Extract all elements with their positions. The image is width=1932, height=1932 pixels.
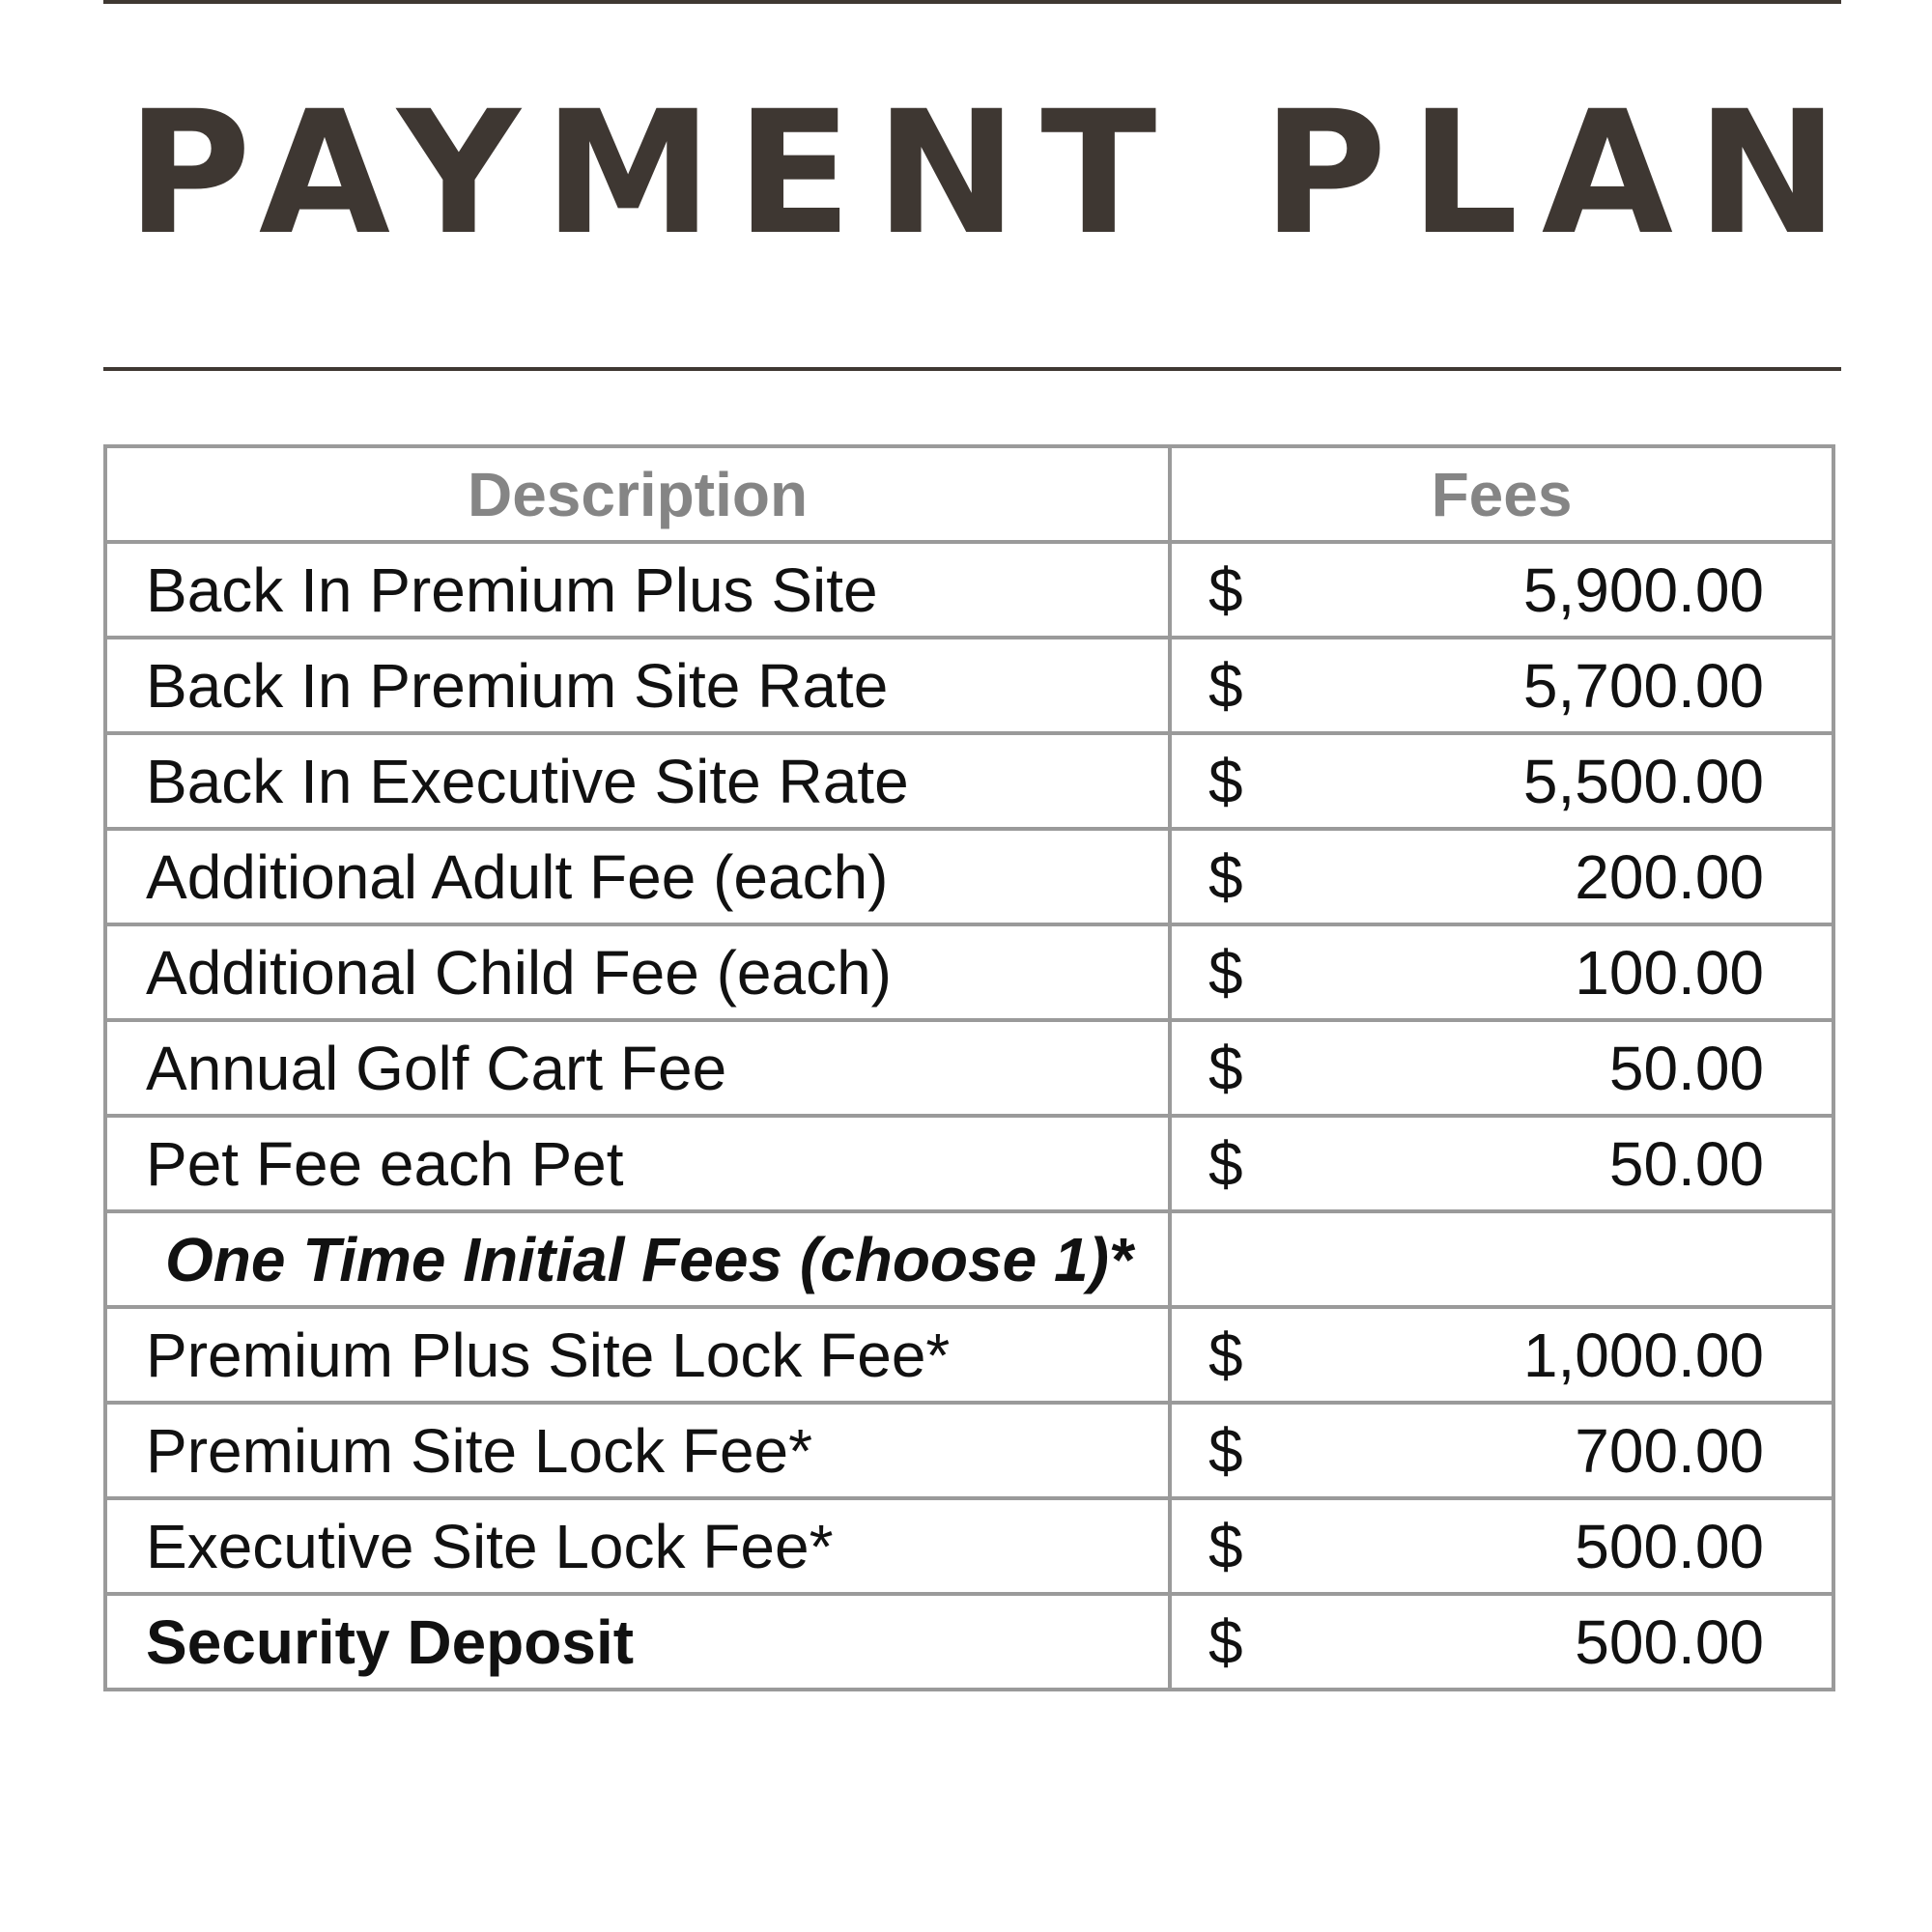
section-header-row [105,1211,1833,1307]
fee-amount: 200.00 [1575,841,1764,912]
table-row [105,542,1833,638]
fee-amount-cell [1170,638,1833,733]
currency-symbol: $ [1208,841,1243,912]
fee-amount: 700.00 [1575,1415,1764,1486]
fee-amount-cell [1170,924,1833,1020]
fee-amount-cell [1170,1211,1833,1307]
fee-amount: 5,700.00 [1522,650,1764,721]
currency-symbol: $ [1208,1415,1243,1486]
fee-amount-cell [1170,1020,1833,1116]
fee-description: Premium Plus Site Lock Fee* [105,1307,1170,1403]
fee-description: Back In Premium Plus Site [105,542,1170,638]
currency-symbol: $ [1208,937,1243,1008]
fee-description: Annual Golf Cart Fee [105,1020,1170,1116]
currency-symbol: $ [1208,746,1243,816]
fee-amount: 5,500.00 [1522,746,1764,816]
fee-amount-cell [1170,1307,1833,1403]
fee-amount-cell [1170,1403,1833,1498]
fee-description: Back In Executive Site Rate [105,733,1170,829]
title-divider [103,367,1841,371]
table-row [105,1594,1833,1690]
table-body [105,542,1833,1690]
fee-amount-cell [1170,542,1833,638]
fee-description: Executive Site Lock Fee* [105,1498,1170,1594]
fee-amount: 500.00 [1575,1511,1764,1581]
table-row [105,1020,1833,1116]
table-row [105,829,1833,924]
fee-amount-cell [1170,829,1833,924]
page-title: PAYMENT PLAN [127,74,1862,272]
currency-symbol: $ [1208,1606,1243,1677]
fee-amount-cell [1170,1498,1833,1594]
table-row [105,638,1833,733]
description-column-header: Description [105,446,1170,542]
table-row [105,1307,1833,1403]
fee-description: Premium Site Lock Fee* [105,1403,1170,1498]
table-row [105,1403,1833,1498]
fee-amount-cell [1170,1594,1833,1690]
currency-symbol: $ [1208,1511,1243,1581]
fee-amount: 5,900.00 [1522,554,1764,625]
fee-amount: 50.00 [1608,1128,1764,1199]
table-row [105,733,1833,829]
fee-amount: 50.00 [1608,1033,1764,1103]
fee-amount-cell [1170,733,1833,829]
fee-amount: 500.00 [1575,1606,1764,1677]
top-divider [103,0,1841,4]
fee-amount: 100.00 [1575,937,1764,1008]
currency-symbol: $ [1208,1128,1243,1199]
table-row [105,1498,1833,1594]
table-row [105,924,1833,1020]
table-row [105,1116,1833,1211]
fee-description: Additional Child Fee (each) [105,924,1170,1020]
fee-description: Back In Premium Site Rate [105,638,1170,733]
currency-symbol: $ [1208,1320,1243,1390]
fee-amount: 1,000.00 [1522,1320,1764,1390]
currency-symbol: $ [1208,650,1243,721]
fee-description: Pet Fee each Pet [105,1116,1170,1211]
currency-symbol: $ [1208,1033,1243,1103]
fee-description: One Time Initial Fees (choose 1)* [105,1211,1170,1307]
fee-amount-cell [1170,1116,1833,1211]
currency-symbol: $ [1208,554,1243,625]
fee-description: Additional Adult Fee (each) [105,829,1170,924]
fees-column-header: Fees [1170,446,1833,542]
fee-description: Security Deposit [105,1594,1170,1690]
payment-plan-table [103,444,1835,1691]
table-header-row [105,446,1833,542]
